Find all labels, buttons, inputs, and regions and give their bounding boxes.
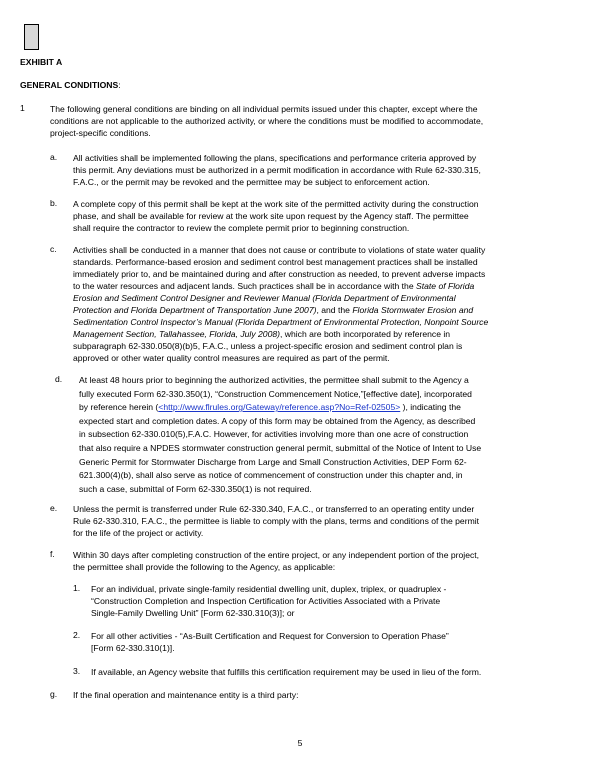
condition-f-label: f.	[50, 549, 55, 559]
condition-e-text: Unless the permit is transferred under Rule 62-330.340, F.A.C., or transferred to an operating entity under Rule 62-330.310, F.A.C., the permittee is liable to comply with the plans, terms and conditions of the permit for the life of the project or activity.	[73, 504, 480, 538]
condition-b-label: b.	[50, 198, 58, 208]
condition-a-text: All activities shall be implemented following the plans, specifications and performance criteria approved by this permit. Any deviations must be authorized in a permit modification in accordance with Rule 62-330.315, F.A.C., or the permit may be revoked and the permittee may be subject to enforcement action.	[73, 153, 481, 187]
form-field-box	[24, 24, 39, 50]
exhibit-title: EXHIBIT A	[20, 57, 63, 67]
subitem-2-label: 2.	[73, 630, 81, 640]
item-number: 1	[20, 103, 25, 113]
condition-g-label: g.	[50, 689, 58, 699]
general-conditions-intro: The following general conditions are binding on all individual permits issued under this chapter, except where the conditions are not applicable to the authorized activity, or where the conditions must be modified to accommodate, project-specific conditions.	[50, 104, 484, 138]
page-number: 5	[297, 738, 303, 748]
subitem-3-label: 3.	[73, 666, 81, 676]
condition-d-text: At least 48 hours prior to beginning the authorized activities, the permittee shall submit to the Agency a fully executed Form 62-330.350(1), “Construction Commencement Notice,”[effective date], incorporated by reference herein (<http://www.flrules.org/Gateway/reference.asp?No=Ref-02505> ), indicating the expected start and completion dates. A copy of this form may be obtained from the Agency, as described in subsection 62-330.010(5),F.A.C. However, for activities involving more than one acre of construction that also require a NPDES stormwater construction general permit, submittal of the Notice of Intent to Use Generic Permit for Stormwater Discharge from Large and Small Construction Activities, DEP Form 62- 621.300(4)(b), shall also serve as notice of commencement of construction under this chapter and, in such a case, submittal of Form 62-330.350(1) is not required.	[79, 375, 482, 494]
condition-d-label: d.	[55, 374, 63, 384]
subitem-1-label: 1.	[73, 583, 81, 593]
subitem-1-text: For an individual, private single-family residential dwelling unit, duplex, triplex, or quadruplex - “Construction Completion and Inspection Certification for Activities Associated with a Private Single-Family Dwelling Unit” [Form 62-330.310(3)]; or	[91, 584, 447, 618]
condition-c-label: c.	[50, 244, 57, 254]
reference-link[interactable]: <http://www.flrules.org/Gateway/reference.asp?No=Ref-02505>	[158, 402, 401, 413]
condition-c-text: Activities shall be conducted in a manner that does not cause or contribute to violations of state water quality standards. Performance-based erosion and sediment control best management practices shall be installed immediately prior to, and be maintained during and after construction as needed, to prevent adverse impacts to the water resources and adjacent lands. Such practices shall be in accordance with the State of Florida Erosion and Sediment Control Designer and Reviewer Manual (Florida Department of Environmental Protection and Florida Department of Transportation June 2007), and the Florida Stormwater Erosion and Sedimentation Control Inspector’s Manual (Florida Department of Environmental Protection, Nonpoint Source Management Section, Tallahassee, Florida, July 2008), which are both incorporated by reference in subparagraph 62-330.050(8)(b)5, F.A.C., unless a project-specific erosion and sediment control plan is approved or other water quality control measures are required as part of the permit.	[73, 245, 489, 363]
condition-g-text: If the final operation and maintenance entity is a third party:	[73, 690, 299, 700]
section-heading: GENERAL CONDITIONS:	[20, 80, 121, 90]
condition-e-label: e.	[50, 503, 58, 513]
subitem-3-text: If available, an Agency website that fulfills this certification requirement may be used in lieu of the form.	[91, 667, 482, 677]
condition-b-text: A complete copy of this permit shall be kept at the work site of the permitted activity during the construction phase, and shall be available for review at the work site upon request by the Agency staff. The permittee shall require the contractor to review the complete permit prior to beginning construction.	[73, 199, 479, 233]
subitem-2-text: For all other activities - “As-Built Certification and Request for Conversion to Operation Phase” [Form 62-330.310(1)].	[91, 631, 449, 653]
condition-f-text: Within 30 days after completing construction of the entire project, or any independent portion of the project, the permittee shall provide the following to the Agency, as applicable:	[73, 550, 480, 572]
condition-a-label: a.	[50, 152, 58, 162]
